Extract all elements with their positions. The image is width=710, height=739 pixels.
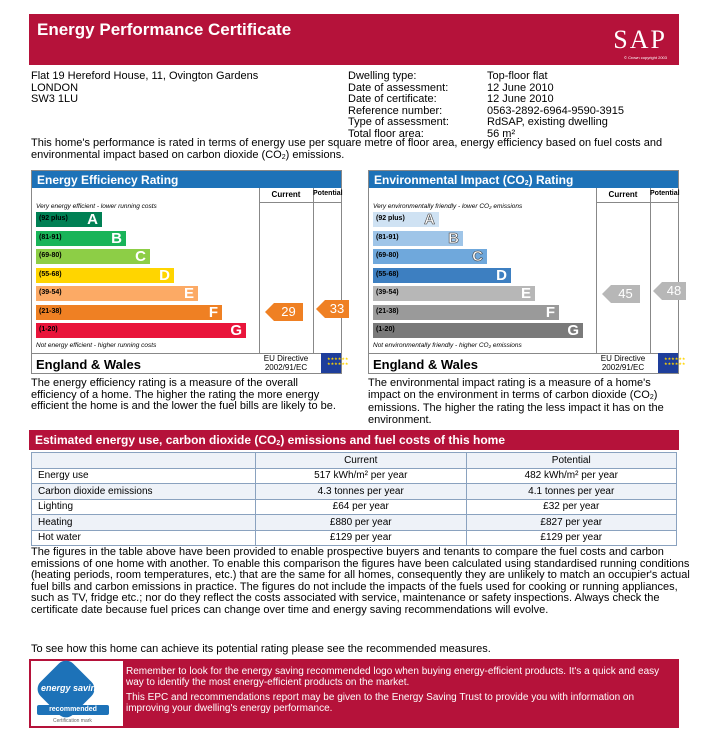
detail-label: Date of assessment: <box>348 81 449 94</box>
env-chart-title: Environmental Impact $(CO_2)$ Rating <box>369 171 678 188</box>
table-cell: Lighting <box>32 499 256 515</box>
address-line: SW3 1LU <box>31 93 79 105</box>
detail-label: Reference number: <box>348 104 443 117</box>
table-cell: £827 per year <box>466 515 677 531</box>
band-range-label: (39-54) <box>39 289 62 296</box>
logo-word: energy saving <box>41 683 102 693</box>
intro-text: This home's performance is rated in terms of energy use per square metre of floor area, energy efficiency based on fuel costs and environmental impact based on carbon dioxide $(CO_2)$ emissions. <box>31 137 663 161</box>
table-header: Current <box>256 453 467 469</box>
band-range-label: (81-91) <box>39 233 62 241</box>
rating-band-g <box>373 323 583 338</box>
eu-flag-icon <box>321 353 341 373</box>
band-letter: D <box>159 266 170 284</box>
band-range-label: (69-80) <box>376 252 399 259</box>
score-value: 45 <box>611 285 640 303</box>
table-header: Potential <box>466 453 677 469</box>
rating-band-e <box>373 286 535 301</box>
rating-band-a <box>36 212 102 227</box>
env-region-label: England & Wales <box>373 357 478 372</box>
energy-rating-description: The energy efficiency rating is a measure of the overall efficiency of a home. The higher the rating the more energy efficient the home is and the lower the fuel bills are likely to be. <box>31 377 336 412</box>
environmental-impact-chart <box>368 170 682 374</box>
env-col-current: Current <box>608 190 638 199</box>
table-row <box>32 468 677 484</box>
score-value: 33 <box>325 300 349 318</box>
detail-value: 12 June 2010 <box>487 81 554 94</box>
energy-col-current: Current <box>271 190 301 199</box>
see-recommendations-text: To see how this home can achieve its potential rating please see the recommended measures. <box>31 643 491 655</box>
detail-label: Type of assessment: <box>348 116 449 128</box>
eu-flag-icon <box>658 353 678 373</box>
logo-cert-mark: Certification mark <box>53 718 92 724</box>
env-rating-description: The environmental impact rating is a measure of a home's impact on the environment in terms of carbon dioxide $(CO_2)$ emissions. The higher the rating the less impact it has on the environment. <box>368 377 664 426</box>
table-cell: 4.3 tonnes per year <box>256 484 467 500</box>
band-letter: F <box>545 303 555 321</box>
detail-labels <box>348 71 449 140</box>
detail-value: 56 m² <box>487 127 516 140</box>
band-letter: C <box>472 248 483 265</box>
figures-explanation: The figures in the table above have been provided to enable prospective buyers and tenants to compare the fuel costs and carbon emissions of one home with another. To enable this comparison the figures have been calculated using standardised running conditions (heating periods, room temperatures, etc.) that are the same for all homes, consequently they are unlikely to match an occupier's actual fuel bills and carbon emissions in practice. The figures do not include the impacts of the fuels used for cooking or running appliances, such as TV, fridge etc.; nor do they reflect the costs associated with service, maintenance or safety inspections. Always check the certificate date because fuel prices can change over time and energy saving recommendations will evolve. <box>31 546 690 616</box>
score-arrow-icon <box>653 282 662 300</box>
detail-label: Date of certificate: <box>348 93 437 105</box>
energy-saving-recommended-logo <box>31 661 123 726</box>
rating-band-b <box>36 231 126 246</box>
energy-saving-footer <box>29 659 679 728</box>
table-cell: £880 per year <box>256 515 467 531</box>
band-letter: G <box>230 322 242 339</box>
sap-logo-copyright: © Crown copyright 2003 <box>624 55 667 60</box>
score-arrow-icon <box>316 300 325 318</box>
table-cell: Energy use <box>32 468 256 484</box>
rating-band-d <box>36 268 174 283</box>
score-value: 48 <box>662 282 686 300</box>
estimate-table <box>31 452 677 546</box>
rating-band-e <box>36 286 198 301</box>
band-letter: B <box>448 229 459 247</box>
band-range-label: (1-20) <box>39 326 58 333</box>
energy-region-label: England & Wales <box>36 357 141 372</box>
table-row <box>32 515 677 531</box>
estimate-section-title: Estimated energy use, carbon dioxide $(CO_2)$ emissions and fuel costs of this home <box>29 430 679 450</box>
band-range-label: (1-20) <box>376 326 395 333</box>
score-arrow-icon <box>265 303 274 321</box>
rating-band-d <box>373 268 511 283</box>
env-potential-score <box>653 282 693 300</box>
table-cell: 482 kWh/m² per year <box>466 468 677 484</box>
band-range-label: (81-91) <box>376 233 399 241</box>
energy-eu-directive: EU Directive 2002/91/EC <box>263 354 309 372</box>
table-header <box>32 453 256 469</box>
rating-band-g <box>36 323 246 338</box>
address-line: LONDON <box>31 81 79 94</box>
rating-band-b <box>373 231 463 246</box>
band-range-label: (21-38) <box>39 307 62 315</box>
energy-potential-score <box>316 300 356 318</box>
table-cell: £129 per year <box>256 530 467 546</box>
property-address <box>31 71 258 106</box>
energy-chart-title: Energy Efficiency Rating <box>32 171 341 188</box>
certificate-header <box>29 14 679 65</box>
footer-paragraph: Remember to look for the energy saving recommended logo when buying energy-efficient products. It's a quick and easy way to identify the most energy-efficient products on the market. <box>126 666 660 688</box>
band-letter: A <box>87 211 98 228</box>
detail-values <box>487 71 624 140</box>
rating-band-a <box>373 212 439 227</box>
detail-value: Top-floor flat <box>487 70 548 82</box>
table-cell: £129 per year <box>466 530 677 546</box>
rating-band-c <box>36 249 150 264</box>
table-cell: Heating <box>32 515 256 531</box>
band-letter: G <box>567 322 579 339</box>
table-cell: £32 per year <box>466 499 677 515</box>
env-current-score <box>602 285 642 303</box>
table-row <box>32 484 677 500</box>
band-letter: D <box>496 266 507 284</box>
score-value: 29 <box>274 303 303 321</box>
table-cell: 517 kWh/m² per year <box>256 468 467 484</box>
footer-paragraph: This EPC and recommendations report may be given to the Energy Saving Trust to provide you with information on improving your dwelling's energy performance. <box>126 692 635 714</box>
env-eu-directive: EU Directive 2002/91/EC <box>600 354 646 372</box>
env-top-note: Very environmentally friendly - lower CO₂ emissions <box>373 203 523 210</box>
energy-col-potential: Potential <box>313 190 343 197</box>
energy-bottom-note: Not energy efficient - higher running costs <box>36 342 157 349</box>
table-header-row <box>32 453 677 469</box>
band-range-label: (39-54) <box>376 289 399 296</box>
band-range-label: (55-68) <box>376 270 399 278</box>
band-letter: E <box>183 285 194 302</box>
band-range-label: (21-38) <box>376 307 399 315</box>
band-letter: A <box>424 211 435 228</box>
score-arrow-icon <box>602 285 611 303</box>
band-letter: B <box>111 229 122 247</box>
energy-efficiency-chart <box>31 170 345 374</box>
band-range-label: (55-68) <box>39 270 62 278</box>
table-cell: £64 per year <box>256 499 467 515</box>
env-bottom-note: Not environmentally friendly - higher CO₂ emissions <box>373 342 522 349</box>
detail-value: 12 June 2010 <box>487 93 554 105</box>
table-cell: 4.1 tonnes per year <box>466 484 677 500</box>
sap-logo: SAP <box>613 25 667 54</box>
band-range-label: (69-80) <box>39 252 62 259</box>
detail-label: Dwelling type: <box>348 70 417 82</box>
address-line: Flat 19 Hereford House, 11, Ovington Gardens <box>31 70 259 82</box>
detail-value: RdSAP, existing dwelling <box>487 116 608 128</box>
energy-top-note: Very energy efficient - lower running costs <box>36 203 157 210</box>
energy-current-score <box>265 303 305 321</box>
certificate-title: Energy Performance Certificate <box>37 20 292 39</box>
band-range-label: (92 plus) <box>39 215 68 222</box>
table-cell: Hot water <box>32 530 256 546</box>
rating-band-f <box>36 305 222 320</box>
table-row <box>32 499 677 515</box>
env-col-potential: Potential <box>650 190 680 197</box>
band-range-label: (92 plus) <box>376 215 405 222</box>
detail-label: Total floor area: <box>348 127 424 140</box>
table-cell: Carbon dioxide emissions <box>32 484 256 500</box>
logo-recommended: recommended <box>37 705 109 715</box>
band-letter: E <box>520 285 531 302</box>
rating-band-f <box>373 305 559 320</box>
rating-band-c <box>373 249 487 264</box>
table-row <box>32 530 677 546</box>
band-letter: F <box>208 303 218 321</box>
band-letter: C <box>135 248 146 265</box>
detail-value: 0563-2892-6964-9590-3915 <box>487 104 625 117</box>
